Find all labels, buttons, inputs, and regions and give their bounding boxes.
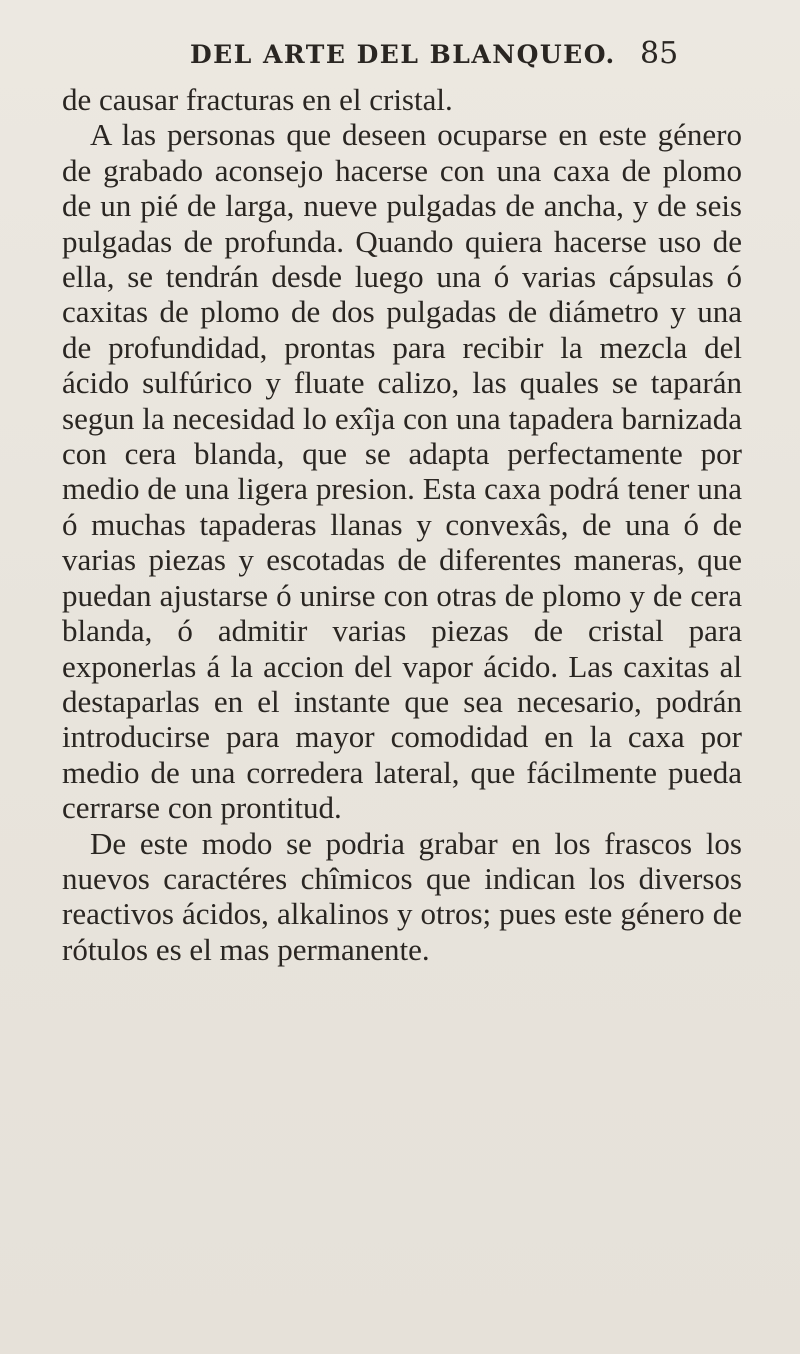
paragraph-continuation: de causar fracturas en el cristal.	[62, 82, 453, 117]
running-title: DEL ARTE DEL BLANQUEO.	[190, 40, 616, 69]
page-number: 85	[640, 36, 679, 71]
paragraph-labels: De este modo se podria grabar en los frascos los nuevos caractéres chîmicos que indican los diversos reactivos ácidos, alkalinos y otros; pues este género de rótulos es el mas permanente.	[62, 825, 742, 967]
body-text	[62, 82, 742, 967]
running-head	[190, 36, 750, 76]
paragraph-lead-box: A las personas que deseen ocuparse en este género de grabado aconsejo hacerse con una caxa de plomo de un pié de larga, nueve pulgadas de ancha, y de seis pulgadas de profunda. Quando quiera hacerse uso de ella, se tendrán desde luego una ó varias cápsulas ó caxitas de plomo de dos pulgadas de diámetro y una de profundidad, prontas para recibir la mezcla del ácido sulfúrico y fluate calizo, las quales se taparán segun la necesidad lo exîja con una tapadera barnizada con cera blanda, que se adapta perfectamente por medio de una ligera presion. Esta caxa podrá tener una ó muchas tapaderas llanas y convexâs, de una ó de varias piezas y escotadas de diferentes maneras, que puedan ajustarse ó unirse con otras de plomo y de cera blanda, ó admitir varias piezas de cristal para exponerlas á la accion del vapor ácido. Las caxitas al destaparlas en el instante que sea necesario, podrán introducirse para mayor comodidad en la caxa por medio de una corredera lateral, que fácilmente pueda cerrarse con prontitud.	[62, 117, 742, 826]
